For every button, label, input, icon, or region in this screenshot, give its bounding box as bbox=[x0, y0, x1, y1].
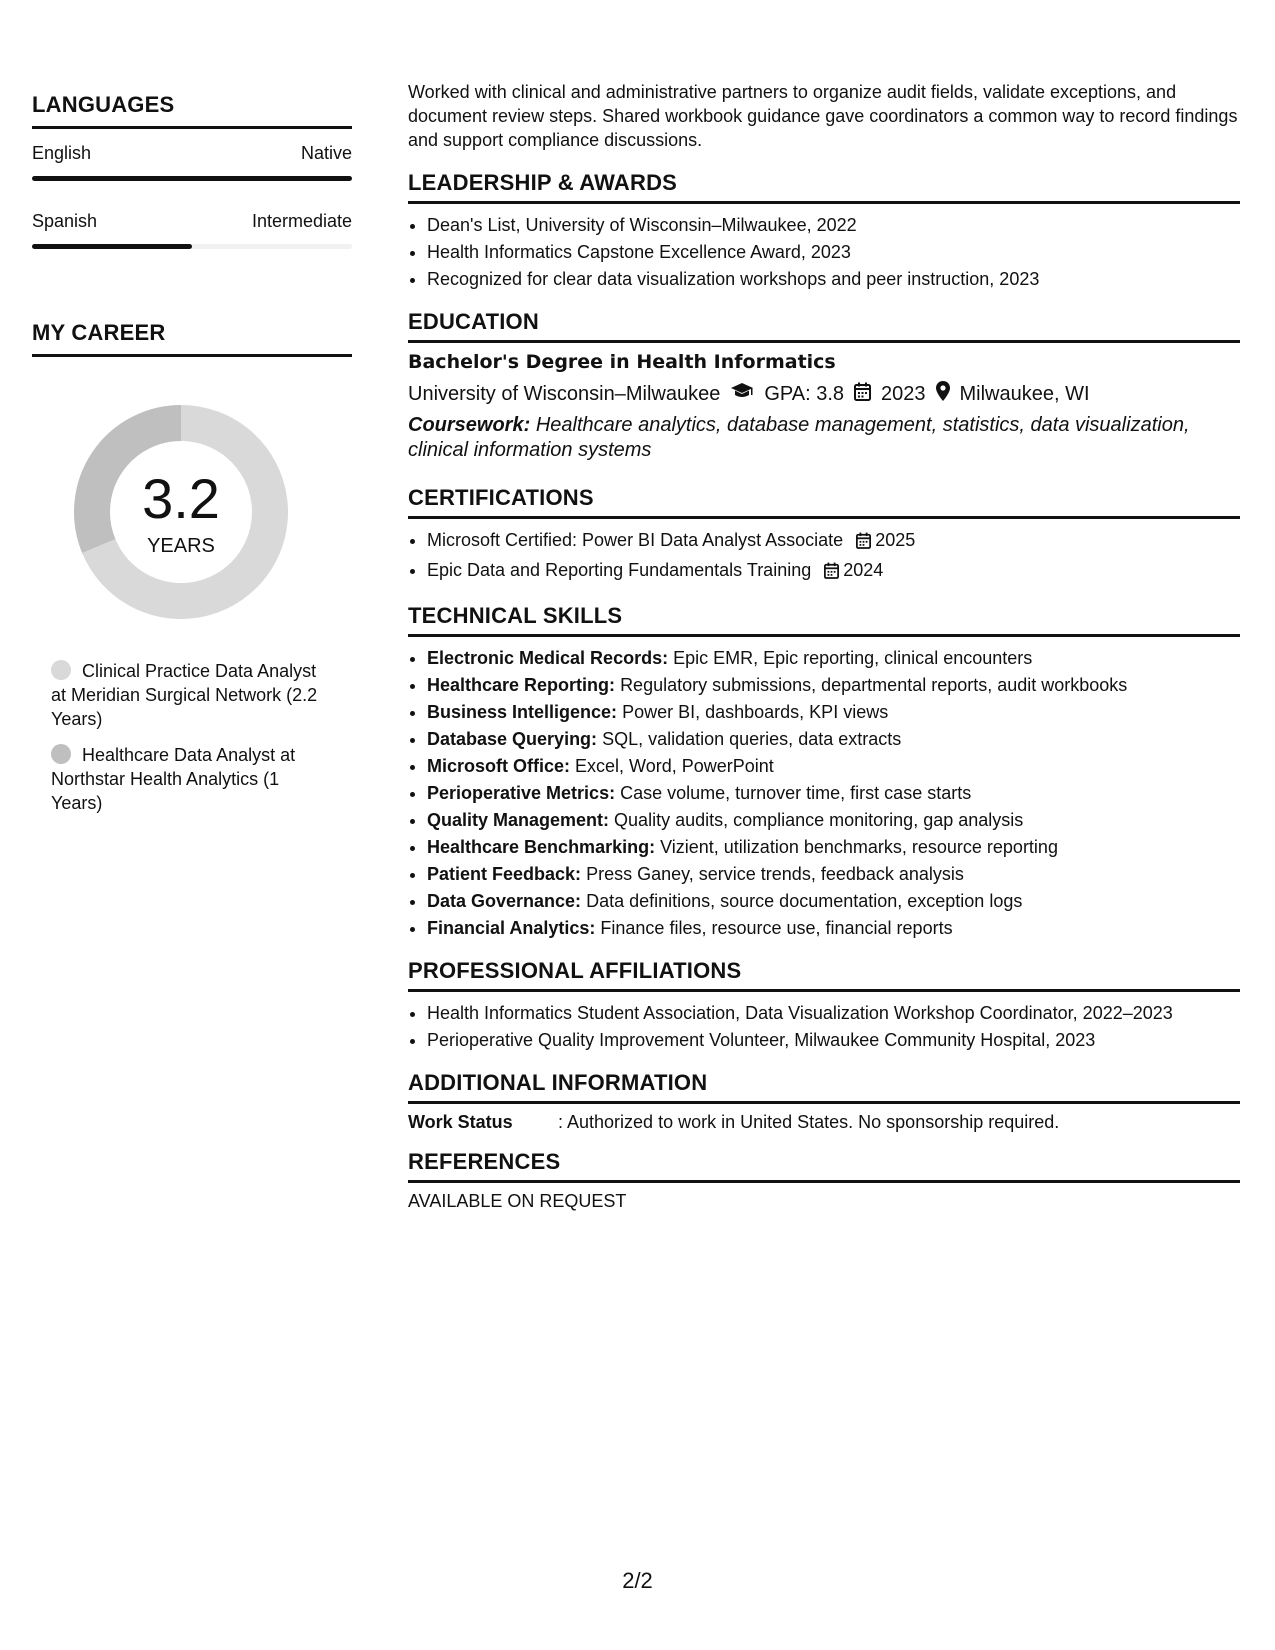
career-role-label: Healthcare Data Analyst at Northstar Health Analytics (1 Years) bbox=[51, 745, 296, 813]
education-meta bbox=[408, 381, 1240, 407]
skill-label: Perioperative Metrics: bbox=[427, 783, 616, 803]
references-text: AVAILABLE ON REQUEST bbox=[408, 1191, 627, 1211]
skill-label: Business Intelligence: bbox=[427, 702, 618, 722]
career-heading: MY CAREER bbox=[32, 320, 352, 357]
work-status-value: : Authorized to work in United States. No sponsorship required. bbox=[558, 1112, 1060, 1132]
coursework-text: Healthcare analytics, database management, statistics, data visualization, clinical information systems bbox=[408, 414, 1190, 461]
skill-label: Database Querying: bbox=[427, 729, 598, 749]
skill-value: Press Ganey, service trends, feedback analysis bbox=[586, 864, 964, 884]
skill-label: Microsoft Office: bbox=[427, 756, 571, 776]
references-heading: REFERENCES bbox=[408, 1149, 1240, 1183]
skill-item bbox=[427, 699, 1240, 726]
career-total-years: 3.2 bbox=[142, 467, 220, 530]
affiliations-list bbox=[408, 1000, 1240, 1054]
career-total-unit: YEARS bbox=[147, 535, 215, 557]
language-proficiency-bar bbox=[32, 176, 352, 181]
legend-color-dot bbox=[51, 660, 71, 680]
skills-list bbox=[408, 645, 1240, 942]
skill-label: Healthcare Reporting: bbox=[427, 675, 616, 695]
calendar-icon bbox=[854, 382, 871, 407]
skill-item bbox=[427, 915, 1240, 942]
skill-label: Quality Management: bbox=[427, 810, 610, 830]
language-level: Native bbox=[300, 143, 352, 163]
language-proficiency-bar bbox=[32, 244, 352, 249]
list-item: • Recognized for clear data visualization workshops and peer instruction, 2023 bbox=[427, 266, 1240, 293]
skill-item bbox=[427, 834, 1240, 861]
skill-label: Financial Analytics: bbox=[427, 918, 596, 938]
education-coursework bbox=[408, 413, 1240, 463]
list-item: • Health Informatics Student Association, Data Visualization Workshop Coordinator, 2022–2023 bbox=[427, 1000, 1240, 1027]
skill-value: Epic EMR, Epic reporting, clinical encounters bbox=[673, 648, 1033, 668]
work-status-label: Work Status bbox=[408, 1112, 513, 1132]
skill-item bbox=[427, 726, 1240, 753]
certifications-list bbox=[408, 527, 1240, 587]
list-item bbox=[427, 527, 1240, 557]
affiliations-heading: PROFESSIONAL AFFILIATIONS bbox=[408, 958, 1240, 992]
certification-name: Epic Data and Reporting Fundamentals Training bbox=[427, 560, 812, 580]
education-location: Milwaukee, WI bbox=[959, 382, 1090, 405]
skill-item bbox=[427, 645, 1240, 672]
skill-value: Finance files, resource use, financial reports bbox=[600, 918, 953, 938]
certification-name: Microsoft Certified: Power BI Data Analyst Associate bbox=[427, 530, 844, 550]
skill-value: Quality audits, compliance monitoring, gap analysis bbox=[614, 810, 1024, 830]
page-number: 2/2 bbox=[622, 1568, 653, 1593]
career-legend bbox=[51, 659, 321, 815]
skill-item bbox=[427, 780, 1240, 807]
calendar-icon bbox=[856, 530, 871, 557]
awards-list bbox=[408, 212, 1240, 293]
education-heading: EDUCATION bbox=[408, 309, 1240, 343]
language-name: Spanish bbox=[32, 211, 98, 231]
skill-value: Vizient, utilization benchmarks, resource reporting bbox=[660, 837, 1058, 857]
language-proficiency-fill bbox=[32, 176, 352, 181]
career-section bbox=[32, 320, 352, 827]
language-spanish bbox=[32, 211, 352, 249]
skill-label: Healthcare Benchmarking: bbox=[427, 837, 656, 857]
skill-value: Power BI, dashboards, KPI views bbox=[622, 702, 889, 722]
awards-heading: LEADERSHIP & AWARDS bbox=[408, 170, 1240, 204]
list-item: • Perioperative Quality Improvement Volunteer, Milwaukee Community Hospital, 2023 bbox=[427, 1027, 1240, 1054]
skill-value: Regulatory submissions, departmental reports, audit workbooks bbox=[620, 675, 1128, 695]
career-donut-chart bbox=[66, 397, 296, 627]
certification-year: 2024 bbox=[843, 560, 884, 580]
language-level: Intermediate bbox=[251, 211, 352, 231]
skill-item bbox=[427, 888, 1240, 915]
language-name: English bbox=[32, 143, 92, 163]
list-item: • Dean's List, University of Wisconsin–Milwaukee, 2022 bbox=[427, 212, 1240, 239]
certification-year: 2025 bbox=[875, 530, 916, 550]
graduation-cap-icon bbox=[730, 382, 754, 406]
list-item: • Health Informatics Capstone Excellence Award, 2023 bbox=[427, 239, 1240, 266]
skills-heading: TECHNICAL SKILLS bbox=[408, 603, 1240, 637]
language-proficiency-fill bbox=[32, 244, 192, 249]
skill-label: Electronic Medical Records: bbox=[427, 648, 669, 668]
career-legend-item bbox=[51, 659, 321, 731]
education-degree: Bachelor's Degree in Health Informatics bbox=[408, 351, 836, 373]
language-english bbox=[32, 143, 352, 181]
skill-value: SQL, validation queries, data extracts bbox=[602, 729, 902, 749]
skill-item bbox=[427, 861, 1240, 888]
education-year: 2023 bbox=[881, 382, 926, 405]
additional-info-heading: ADDITIONAL INFORMATION bbox=[408, 1070, 1240, 1104]
career-role-label: Clinical Practice Data Analyst at Meridian Surgical Network (2.2 Years) bbox=[51, 661, 318, 729]
skill-label: Patient Feedback: bbox=[427, 864, 582, 884]
education-school: University of Wisconsin–Milwaukee bbox=[408, 382, 721, 405]
career-legend-item bbox=[51, 743, 321, 815]
work-status-row bbox=[408, 1112, 1240, 1133]
skill-item bbox=[427, 807, 1240, 834]
skill-value: Excel, Word, PowerPoint bbox=[575, 756, 774, 776]
skill-value: Data definitions, source documentation, exception logs bbox=[586, 891, 1023, 911]
career-total bbox=[66, 397, 296, 627]
list-item bbox=[427, 557, 1240, 587]
languages-section bbox=[32, 92, 352, 249]
skill-label: Data Governance: bbox=[427, 891, 582, 911]
calendar-icon bbox=[824, 560, 839, 587]
map-pin-icon bbox=[936, 381, 950, 407]
languages-heading: LANGUAGES bbox=[32, 92, 352, 129]
experience-summary: Worked with clinical and administrative partners to organize audit fields, validate exceptions, and document review steps. Shared workbook guidance gave coordinators a common way to record findings and support compliance discussions. bbox=[408, 82, 1238, 150]
skill-item bbox=[427, 753, 1240, 780]
main-column bbox=[408, 80, 1240, 1212]
legend-color-dot bbox=[51, 744, 71, 764]
certifications-heading: CERTIFICATIONS bbox=[408, 485, 1240, 519]
skill-value: Case volume, turnover time, first case starts bbox=[620, 783, 972, 803]
coursework-label: Coursework: bbox=[408, 414, 531, 436]
education-gpa: GPA: 3.8 bbox=[764, 382, 844, 405]
skill-item bbox=[427, 672, 1240, 699]
